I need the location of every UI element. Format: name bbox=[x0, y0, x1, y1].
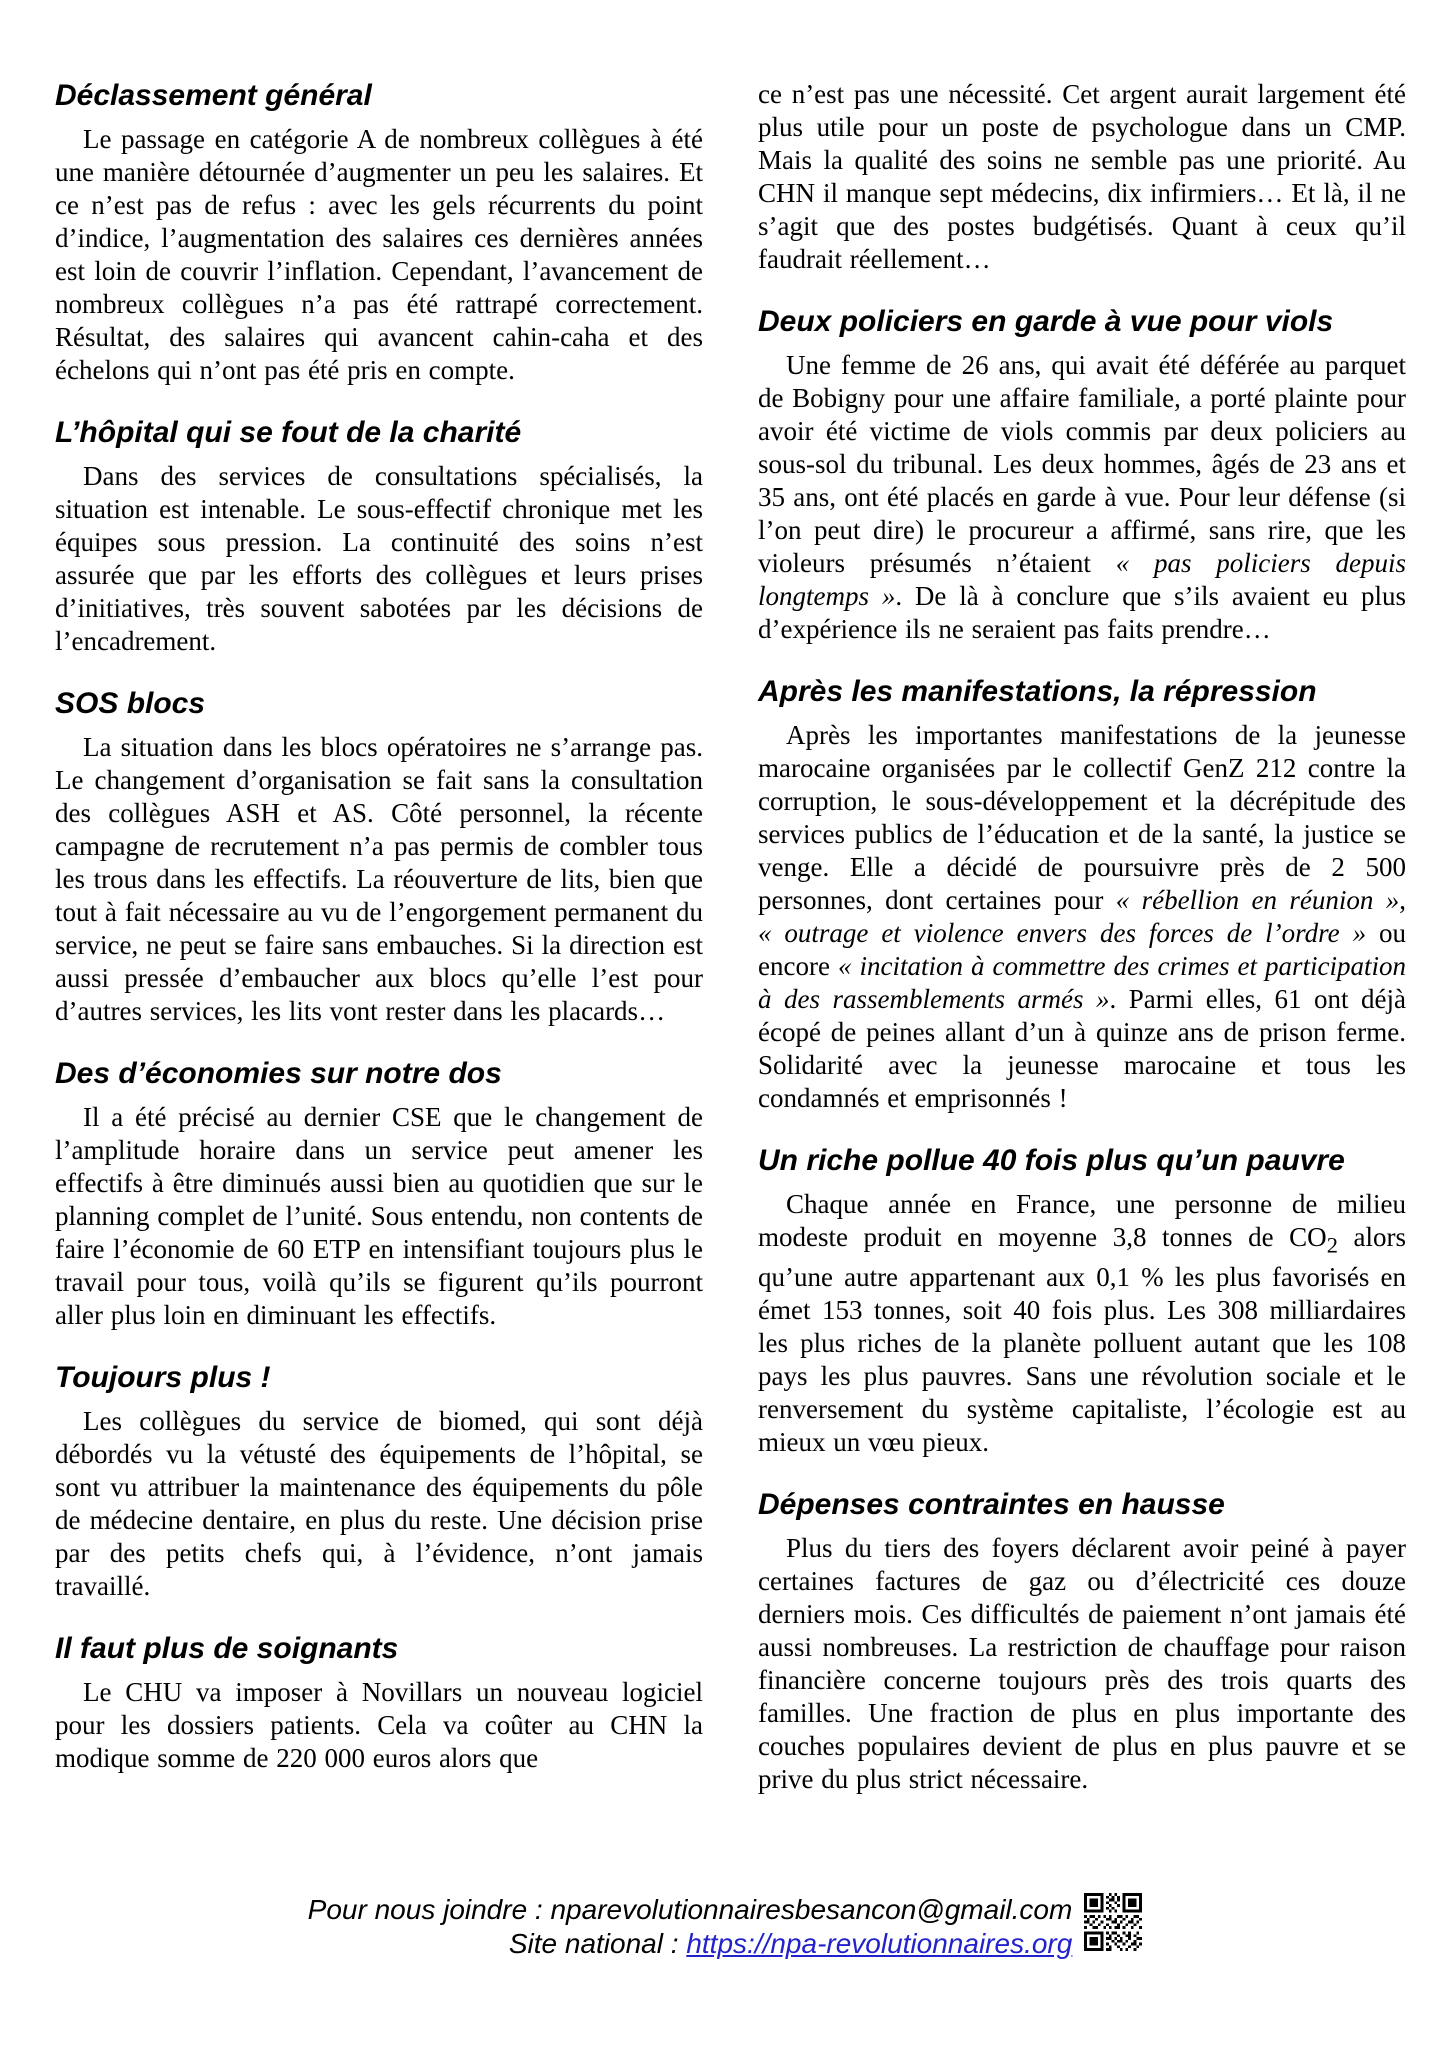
article-heading: Des d’économies sur notre dos bbox=[55, 1057, 502, 1090]
article-heading: SOS blocs bbox=[55, 687, 206, 720]
article-toujours-plus bbox=[55, 1360, 703, 1603]
article-heading: Après les manifestations, la répression bbox=[758, 675, 1317, 708]
footer bbox=[0, 1893, 1450, 1961]
article-paragraph: Dans des services de consultations spécialisés, la situation est intenable. Le sous-effectif chronique met les équipes sous pression. La continuité des soins n’est assurée que par les efforts des collègues et leurs prises d’initiatives, très souvent sabotées par les décisions de l’encadrement. bbox=[55, 461, 703, 656]
article-heading: Un riche pollue 40 fois plus qu’un pauvre bbox=[758, 1144, 1345, 1177]
article-hopital-charite bbox=[55, 415, 703, 658]
footer-contact-email: nparevolutionnairesbesancon@gmail.com bbox=[550, 1894, 1073, 1925]
article-paragraph: Une femme de 26 ans, qui avait été déférée au parquet de Bobigny pour une affaire familiale, a porté plainte pour avoir été victime de viols commis par deux policiers au sous-sol du tribunal. Les deux hommes, âgés de 23 ans et 35 ans, ont été placés en garde à vue. Pour leur défense (si l’on peut dire) le procureur a affirmé, sans rire, que les violeurs présumés n’étaient « pas policiers depuis longtemps ». De là à conclure que s’ils avaient eu plus d’expérience ils ne seraient pas faits prendre… bbox=[758, 350, 1406, 644]
column-left bbox=[55, 78, 703, 1796]
footer-site-label: Site national : bbox=[508, 1928, 687, 1959]
article-plus-de-soignants bbox=[55, 1631, 703, 1775]
article-continuation bbox=[758, 78, 1406, 276]
footer-site-link[interactable]: https://npa-revolutionnaires.org bbox=[686, 1928, 1073, 1959]
article-sos-blocs bbox=[55, 686, 703, 1028]
article-paragraph: Après les importantes manifestations de la jeunesse marocaine organisées par le collectif GenZ 212 contre la corruption, le sous-développement et la décrépitude des services publics de l’éducation et de la santé, la justice se venge. Elle a décidé de poursuivre près de 2 500 personnes, dont certaines pour « rébellion en réunion », « outrage et violence envers des forces de l’ordre » ou encore « incitation à commettre des crimes et participation à des rassemblements armés ». Parmi elles, 61 ont déjà écopé de peines allant d’un à quinze ans de prison ferme. Solidarité avec la jeunesse marocaine et tous les condamnés et emprisonnés ! bbox=[758, 720, 1407, 1113]
column-right bbox=[758, 78, 1406, 1796]
article-paragraph: Les collègues du service de biomed, qui sont déjà débordés vu la vétusté des équipements de l’hôpital, se sont vu attribuer la maintenance des équipements du pôle de médecine dentaire, en plus du reste. Une décision prise par des petits chefs qui, à l’évidence, n’ont jamais travaillé. bbox=[55, 1406, 703, 1601]
article-heading: Déclassement général bbox=[55, 79, 372, 112]
article-heading: Il faut plus de soignants bbox=[55, 1632, 399, 1665]
footer-contact-block bbox=[308, 1893, 1073, 1961]
article-paragraph: Le CHU va imposer à Novillars un nouveau logiciel pour les dossiers patients. Cela va coûter au CHN la modique somme de 220 000 euros alors que bbox=[55, 1677, 703, 1773]
article-riche-pollue bbox=[758, 1143, 1406, 1459]
two-column-layout bbox=[55, 78, 1406, 1796]
article-paragraph: Chaque année en France, une personne de milieu modeste produit en moyenne 3,8 tonnes de $CO_2$ alors qu’une autre appartenant aux 0,1 % les plus favorisés en émet 153 tonnes, soit 40 fois plus. Les 308 milliardaires les plus riches de la planète polluent autant que les 108 pays les plus pauvres. Sans une révolution sociale et le renversement du système capitaliste, l’écologie est au mieux un vœu pieux. bbox=[758, 1189, 1406, 1458]
article-declassement bbox=[55, 78, 703, 387]
article-paragraph: Le passage en catégorie A de nombreux collègues à été une manière détournée d’augmenter un peu les salaires. Et ce n’est pas de refus : avec les gels récurrents du point d’indice, l’augmentation des salaires ces dernières années est loin de couvrir l’inflation. Cependant, l’avancement de nombreux collègues n’a pas été rattrapé correctement. Résultat, des salaires qui avancent cahin-caha et des échelons qui n’ont pas été pris en compte. bbox=[55, 124, 703, 385]
qr-code-icon bbox=[1084, 1893, 1142, 1951]
article-paragraph: ce n’est pas une nécessité. Cet argent aurait largement été plus utile pour un poste de psychologue dans un CMP. Mais la qualité des soins ne semble pas une priorité. Au CHN il manque sept médecins, dix infirmiers… Et là, il ne s’agit que des postes budgétisés. Quant à ceux qu’il faudrait réellement… bbox=[758, 79, 1406, 274]
article-heading: Deux policiers en garde à vue pour viols bbox=[758, 305, 1334, 338]
article-repression bbox=[758, 674, 1406, 1115]
footer-contact-line bbox=[308, 1893, 1073, 1927]
article-depenses-contraintes bbox=[758, 1487, 1406, 1796]
footer-site-line bbox=[308, 1927, 1073, 1961]
article-economies bbox=[55, 1056, 703, 1332]
article-paragraph: Plus du tiers des foyers déclarent avoir peiné à payer certaines factures de gaz ou d’électricité ces douze derniers mois. Ces difficultés de paiement n’ont jamais été aussi nombreuses. La restriction de chauffage pour raison financière concerne toujours près des trois quarts des familles. Une fraction de plus en plus importante des couches populaires devient de plus en plus pauvre et se prive du plus strict nécessaire. bbox=[758, 1533, 1406, 1795]
article-paragraph: Il a été précisé au dernier CSE que le changement de l’amplitude horaire dans un service peut amener les effectifs à être diminués aussi bien au quotidien que sur le planning complet de l’unité. Sous entendu, non contents de faire l’économie de 60 ETP en intensifiant toujours plus le travail pour tous, voilà qu’ils se figurent qu’ils pourront aller plus loin en diminuant les effectifs. bbox=[55, 1102, 703, 1330]
footer-contact-label: Pour nous joindre : bbox=[307, 1894, 551, 1925]
article-paragraph: La situation dans les blocs opératoires ne s’arrange pas. Le changement d’organisation se fait sans la consultation des collègues ASH et AS. Côté personnel, la récente campagne de recrutement n’a pas permis de combler tous les trous dans les effectifs. La réouverture de lits, bien que tout à fait nécessaire au vu de l’engorgement permanent du service, ne peut se faire sans embauches. Si la direction est aussi pressée d’embaucher aux blocs qu’elle l’est pour d’autres services, les lits vont rester dans les placards… bbox=[55, 732, 703, 1026]
article-heading: L’hôpital qui se fout de la charité bbox=[55, 416, 522, 449]
article-policiers-garde-a-vue bbox=[758, 304, 1406, 646]
article-heading: Dépenses contraintes en hausse bbox=[758, 1488, 1225, 1522]
article-heading: Toujours plus ! bbox=[55, 1361, 271, 1394]
